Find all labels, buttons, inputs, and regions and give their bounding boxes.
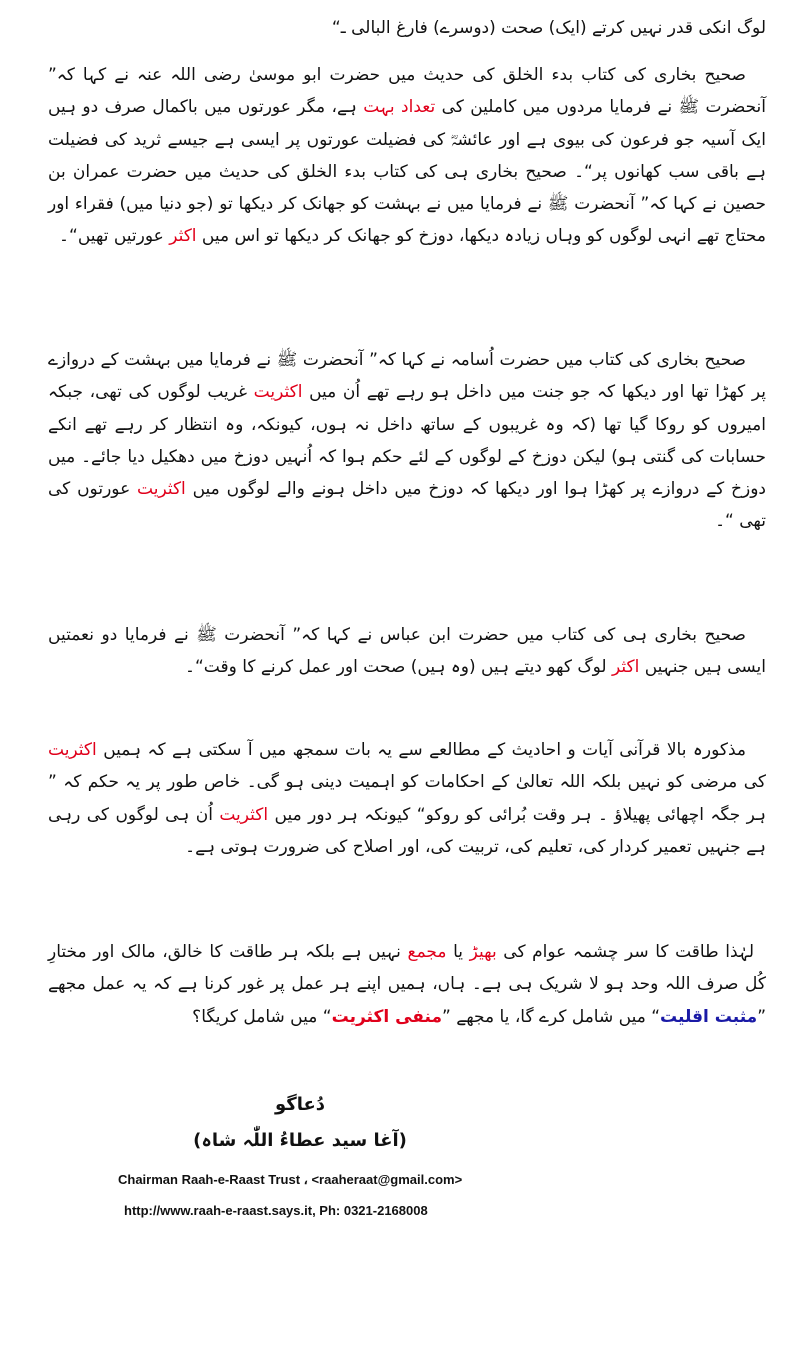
text-segment: مذکورہ بالا قرآنی آیات و احادیث کے مطالعے سے یہ بات سمجھ میں آ سکتی ہے کہ ہمیں [96,740,746,760]
paragraph-intro-line [48,12,766,52]
highlight-word: اکثریت [253,382,303,403]
highlight-word: اکثریت [137,479,186,500]
text-segment: لہٰذا طاقت کا سر چشمہ عوام کی [496,942,755,962]
text-segment: غریب لوگوں کی تھی، جبکہ امیروں کو روکا گیا تھا (کہ وہ غریبوں کے ساتھ داخل نہ ہوں، کیونکہ، وہ انتظار کر رہے تھے انکے حسابات کی گنتی ہو) لیکن دوزخ کے لوگوں کے لئے حکم ہوا کہ اُنہیں دوزخ میں دھکیل دیا جائے۔ میں دوزخ کے دروازے پر کھڑا ہوا اور دیکھا کہ دوزخ میں داخل ہونے والے لوگوں میں [48,382,766,500]
signature-dua: دُعاگو [274,1094,326,1115]
text-segment: کی مرضی کو نہیں بلکہ اللہ تعالیٰ کے احکامات کو اہمیت دینی ہو گی۔ خاص طور پر یہ حکم کہ ” ہر جگہ اچھائی پھیلاؤ ۔ ہر وقت بُرائی کو روکو“ کیونکہ ہر دور میں [48,772,767,825]
paragraph-final [48,936,766,1086]
paragraph-bukhari-1 [48,59,766,339]
text-segment: صحیح بخاری ہی کی کتاب میں حضرت ابن عباس نے کہا کہ” آنحضرت ﷺ نے فرمایا دو نعمتیں ایسی ہیں جنہیں [48,625,766,678]
highlight-word: اکثر [611,657,640,678]
highlight-negative-majority: منفی اکثریت [331,1006,443,1027]
text-segment: صحیح بخاری کی کتاب میں حضرت اُسامہ نے کہا کہ” آنحضرت ﷺ نے فرمایا میں بہشت کے دروازے پر کھڑا تھا اور دیکھا کہ جو جنت میں داخل ہو رہے تھے اُن میں [48,350,766,403]
text-segment: اُن ہی لوگوں کی رہی ہے جنہیں تعمیر کردار کی، تعلیم کی، تربیت کی، اور اصلاح کی ضرورت ہوتی ہے۔ [48,804,766,857]
paragraph-conclusion [48,734,766,930]
text-segment: “ میں شامل کریگا؟ [192,1006,332,1027]
highlight-word: مجمع [407,942,447,962]
paragraph-bukhari-2 [48,344,766,612]
text-segment: عورتوں کی تھی “۔ [48,479,766,532]
text-segment: لوگ کھو دیتے ہیں (وہ ہیں) صحت اور عمل کرنے کا وقت“۔ [185,657,612,678]
text-line: لوگ انکی قدر نہیں کرتے (ایک) صحت (دوسرے) فارغ البالی ـ“ [331,18,766,38]
text-segment: “ میں شامل کرے گا، یا مجھے ” [442,1006,661,1027]
text-segment: ہے، مگر عورتوں میں باکمال صرف دو ہیں ایک آسیہ جو فرعون کی بیوی ہے اور عائشہؓ کی فضیلت عورتوں پر ایسی ہے جیسے ثرید کی فضیلت ہے باقی سب کھانوں پر“۔ صحیح بخاری ہی کی کتاب بدء الخلق کی حدیث میں حضرت عمران بن حصین نے کہا کہ” آنحضرت ﷺ نے فرمایا میں نے بہشت کو جھانک کر دیکھا تو (جو دنیا میں) فقراء اور محتاج تھے انہی لوگوں کو وہاں زیادہ دیکھا، دوزخ کو جھانک کر دیکھا تو اس میں [48,97,766,247]
highlight-word: تعداد بہت [363,97,436,118]
highlight-positive-minority: مثبت اقلیت [660,1006,758,1027]
highlight-word: اکثریت [48,740,97,760]
text-segment: عورتیں تھیں“۔ [59,226,170,247]
text-segment: یا [446,942,470,962]
footer-contact: Chairman Raah-e-Raast Trust ، <raaheraat@gmail.com> [118,1172,463,1187]
footer-website: http://www.raah-e-raast.says.it, Ph: 0321-2168008 [124,1203,428,1218]
text-segment: نہیں ہے بلکہ ہر طاقت کا خالق، مالک اور مختارِ کُل صرف اللہ وحد ہو لا شریک ہی ہے۔ ہاں، ہمیں اپنے ہر عمل پر غور کرنا ہے کہ یہ عمل مجھے ” [48,942,766,1027]
highlight-word: اکثر [169,226,197,247]
signature-name: (آغا سید عطاءُ اللّٰہ شاہ) [193,1130,407,1151]
highlight-word: اکثریت [219,804,269,825]
text-segment: صحیح بخاری کی کتاب بدء الخلق کی حدیث میں حضرت ابو موسیٰ رضی اللہ عنہ نے کہا کہ” آنحضرت ﷺ نے فرمایا مردوں میں کاملین کی [48,65,766,118]
highlight-word: بھیڑ [469,942,497,962]
paragraph-bukhari-3 [48,619,766,724]
